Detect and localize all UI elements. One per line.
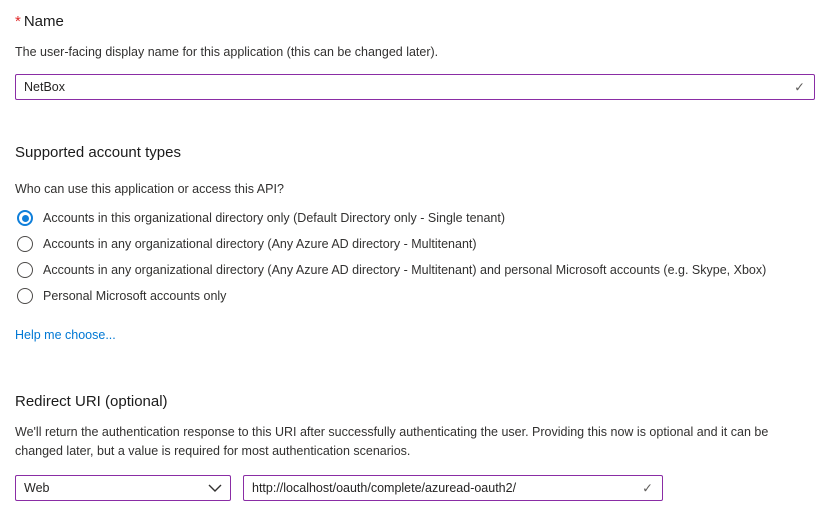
help-me-choose-link[interactable]: Help me choose... [15, 328, 116, 342]
chevron-down-icon [208, 484, 222, 493]
radio-button[interactable] [17, 262, 33, 278]
account-type-option-personal-only[interactable] [15, 283, 815, 309]
redirect-uri-input[interactable] [243, 475, 663, 501]
radio-button[interactable] [17, 210, 33, 226]
account-type-option-multitenant[interactable] [15, 231, 815, 257]
account-type-option-single-tenant[interactable] [15, 205, 815, 231]
account-type-option-label: Accounts in any organizational directory (Any Azure AD directory - Multitenant) and personal Microsoft accounts (e.g. Skype, Xbox) [43, 263, 767, 277]
name-input-wrap [15, 74, 815, 100]
name-label: Name [23, 13, 64, 30]
radio-button[interactable] [17, 288, 33, 304]
name-section-heading [15, 12, 815, 32]
redirect-uri-heading: Redirect URI (optional) [15, 393, 168, 410]
account-types-heading: Supported account types [15, 144, 181, 161]
radio-button[interactable] [17, 236, 33, 252]
radio-dot [22, 215, 29, 222]
name-description: The user-facing display name for this application (this can be changed later). [15, 45, 439, 59]
account-types-radio-group [15, 205, 815, 309]
account-types-question: Who can use this application or access this API? [15, 182, 284, 196]
name-input[interactable] [15, 74, 815, 100]
checkmark-icon: ✓ [642, 480, 653, 496]
account-type-option-label: Accounts in this organizational directory only (Default Directory only - Single tenant) [43, 211, 506, 225]
redirect-uri-input-wrap [243, 475, 663, 501]
account-type-option-label: Accounts in any organizational directory (Any Azure AD directory - Multitenant) [43, 237, 477, 251]
required-marker: * [15, 13, 21, 30]
platform-select[interactable] [15, 475, 231, 501]
redirect-uri-controls [15, 475, 815, 501]
redirect-uri-description: We'll return the authentication response to this URI after successfully authenticating the user. Providing this now is optional and it can be changed later, but a value is required for most authentication scenarios. [15, 425, 769, 458]
account-type-option-multitenant-personal[interactable] [15, 257, 815, 283]
checkmark-icon: ✓ [794, 79, 805, 95]
account-type-option-label: Personal Microsoft accounts only [43, 289, 227, 303]
platform-select-value: Web [24, 481, 50, 495]
